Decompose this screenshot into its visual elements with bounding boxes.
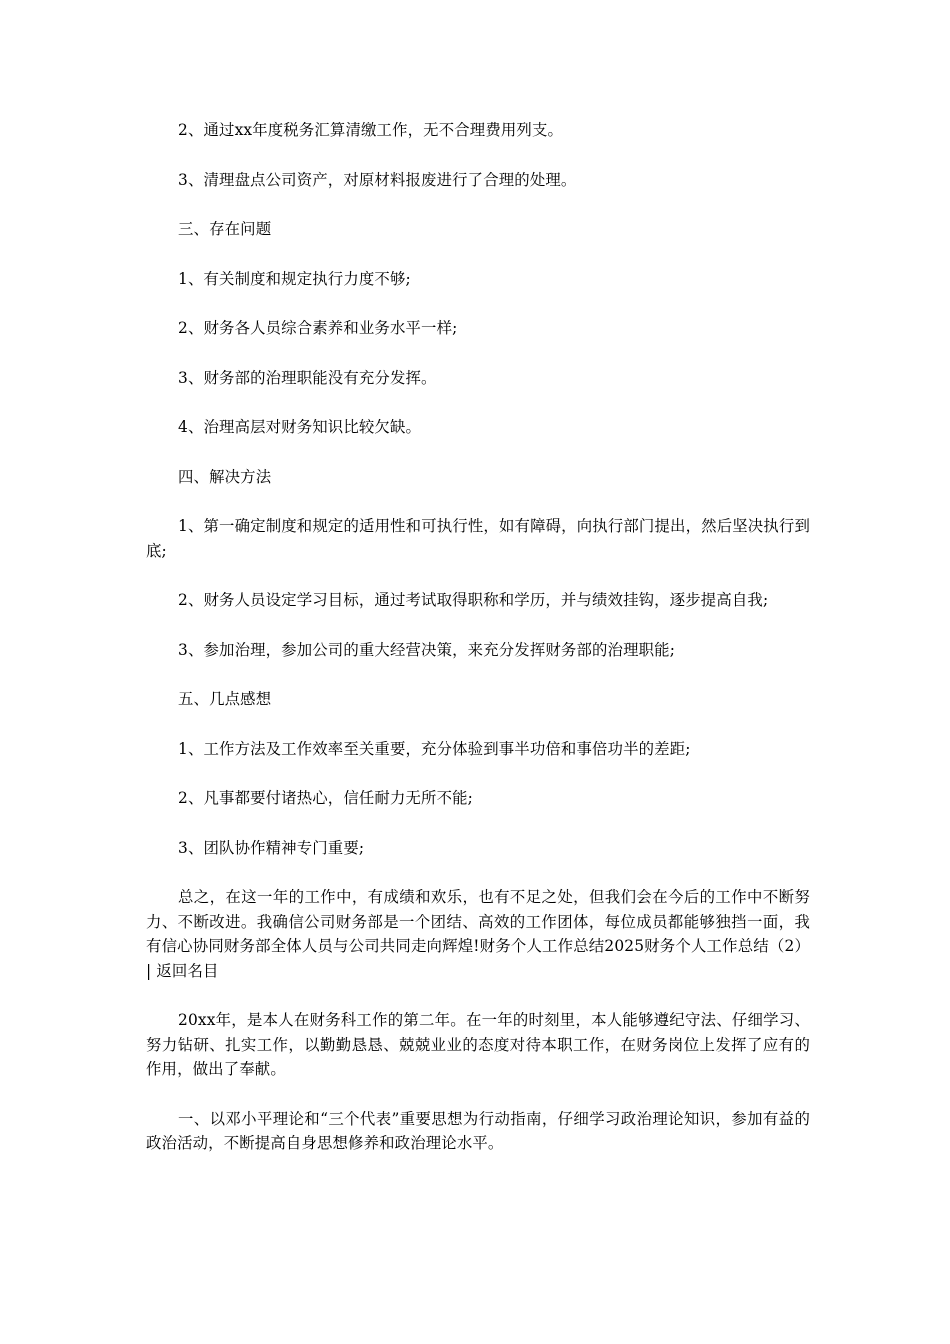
paragraph-problem-2: 2、财务各人员综合素养和业务水平一样; [178, 319, 458, 337]
paragraph-problem-3: 3、财务部的治理职能没有充分发挥。 [178, 368, 437, 387]
paragraph-conclusion: 总之，在这一年的工作中，有成绩和欢乐，也有不足之处，但我们会在今后的工作中不断努力、不断改进。我确信公司财务部是一个团结、高效的工作团体，每位成员都能够独挡一面，我有信心协同财务部全体人员与公司共同走向辉煌!财务个人工作总结2025财务个人工作总结（2） | 返回名目 [146, 888, 810, 980]
paragraph-solution-1: 1、第一确定制度和规定的适用性和可执行性，如有障碍，向执行部门提出，然后坚决执行到底; [146, 517, 810, 560]
paragraph-solution-3: 3、参加治理，参加公司的重大经营决策，来充分发挥财务部的治理职能; [178, 640, 676, 659]
paragraph-political-study: 一、以邓小平理论和“三个代表”重要思想为行动指南，仔细学习政治理论知识，参加有益的政治活动，不断提高自身思想修养和政治理论水平。 [146, 1109, 810, 1152]
document-page [146, 118, 810, 1181]
paragraph-problem-1: 1、有关制度和规定执行力度不够; [178, 269, 411, 288]
paragraph-tax-settlement: 2、通过xx年度税务汇算清缴工作，无不合理费用列支。 [178, 121, 564, 139]
paragraph-reflection-2: 2、凡事都要付诸热心，信任耐力无所不能; [178, 789, 474, 807]
paragraph-solution-2: 2、财务人员设定学习目标，通过考试取得职称和学历，并与绩效挂钩，逐步提高自我; [178, 591, 769, 609]
section-heading-problems: 三、存在问题 [178, 220, 272, 238]
paragraph-asset-inventory: 3、清理盘点公司资产，对原材料报废进行了合理的处理。 [178, 170, 577, 189]
paragraph-second-summary-intro: 20xx年，是本人在财务科工作的第二年。在一年的时刻里，本人能够遵纪守法、仔细学习、努力钻研、扎实工作，以勤勤恳恳、兢兢业业的态度对待本职工作，在财务岗位上发挥了应有的作用，做出了奉献。 [146, 1011, 810, 1078]
paragraph-reflection-3: 3、团队协作精神专门重要; [178, 838, 365, 857]
paragraph-problem-4: 4、治理高层对财务知识比较欠缺。 [178, 418, 422, 436]
paragraph-reflection-1: 1、工作方法及工作效率至关重要，充分体验到事半功倍和事倍功半的差距; [178, 739, 691, 758]
section-heading-reflections: 五、几点感想 [178, 690, 272, 708]
section-heading-solutions: 四、解决方法 [178, 467, 272, 486]
